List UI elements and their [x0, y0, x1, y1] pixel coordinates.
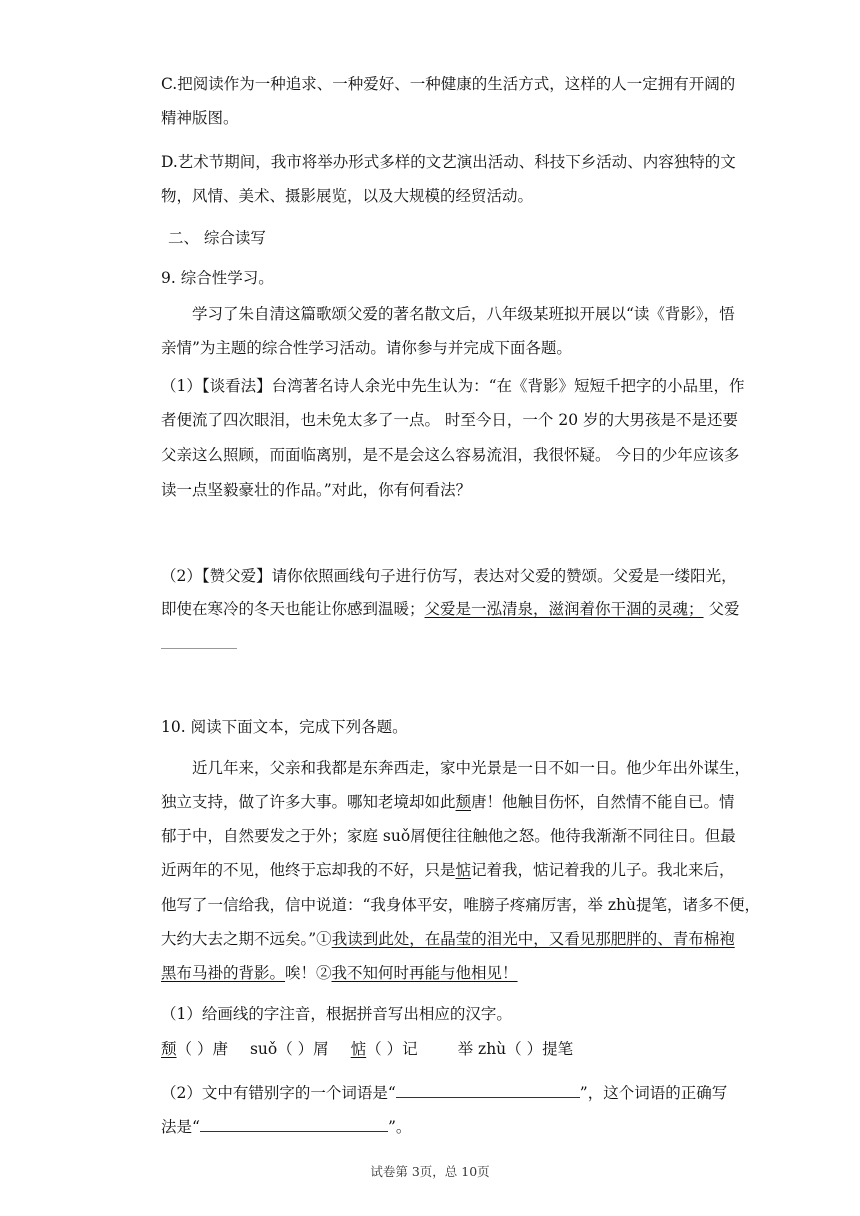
underlined-character: 颓 [455, 793, 472, 811]
question-9-title: 9. 综合性学习。 [161, 269, 274, 287]
fill-item-1[interactable]: （ ）唐 [176, 1040, 228, 1058]
question-9-intro-line2: 亲情”为主题的综合性学习活动。请你参与并完成下面各题。 [161, 339, 572, 357]
text-run: 即使在寒冷的冬天也能让你感到温暖； [161, 600, 425, 618]
question-9-part1-line2: 者便流了四次眼泪，也未免太多了一点。 时至今日，一个 20 岁的大男孩是不是还要 [161, 411, 739, 429]
passage-line2 [161, 792, 735, 812]
passage-line6 [161, 929, 735, 949]
fill-item-2[interactable]: suǒ（ ）屑 [249, 1040, 329, 1058]
question-9-part1-line3: 父亲这么照顾，而面临离别，是不是会这么容易流泪，我很怀疑。 今日的少年应该多 [161, 446, 740, 464]
page-footer: 试卷第 3页，总 10页 [370, 1164, 490, 1179]
underlined-sentence-1: 我读到此处，在晶莹的泪光中，又看见那肥胖的、青布棉袍 [331, 930, 735, 948]
option-c-line1: C.把阅读作为一种追求、一种爱好、一种健康的生活方式，这样的人一定拥有开阔的 [161, 75, 736, 93]
underlined-character: 惦 [455, 861, 472, 879]
text-run: 独立支持，做了许多大事。哪知老境却如此 [161, 793, 456, 811]
option-d-line2: 物，风情、美术、摄影展览，以及大规模的经贸活动。 [161, 187, 534, 205]
text-run: ”。 [387, 1118, 412, 1136]
answer-blank-wrong-word[interactable] [396, 1081, 580, 1098]
passage-line5: 他写了一信给我，信中说道：“我身体平安，唯膀子疼痛厉害，举 zhù提笔，诸多不便， [161, 896, 760, 914]
text-run: 近两年的不见，他终于忘却我的不好，只是 [161, 861, 456, 879]
answer-blank-correct-word[interactable] [200, 1115, 388, 1132]
pinyin-fill-row [161, 1039, 573, 1059]
text-run: （2）文中有错别字的一个词语是“ [161, 1084, 396, 1102]
question-9-part2-line2 [161, 599, 739, 619]
underlined-character: 惦 [350, 1040, 367, 1058]
question-9-part2-line1: （2）【赞父爱】请你依照画线句子进行仿写，表达对父爱的赞颂。父爱是一缕阳光， [161, 567, 737, 585]
question-9-part1-line1: （1）【谈看法】台湾著名诗人余光中先生认为：“在《背影》短短千把字的小品里，作 [161, 377, 745, 395]
passage-line4 [161, 860, 735, 880]
text-run: 大约大去之期不远矣。”① [161, 930, 332, 948]
underlined-character: 颓 [161, 1040, 177, 1058]
option-d-line1: D.艺术节期间，我市将举办形式多样的文艺演出活动、科技下乡活动、内容独特的文 [161, 153, 736, 171]
question-10-part2-line1 [161, 1081, 727, 1103]
passage-line7 [161, 963, 518, 983]
passage-line3: 郁于中，自然要发之于外；家庭 suǒ屑便往往触他之怒。他待我渐渐不同往日。但最 [161, 827, 736, 845]
text-run: 唐！他触目伤怀，自然情不能自已。情 [471, 793, 735, 811]
underlined-sentence-2: 我不知何时再能与他相见！ [331, 964, 518, 982]
passage-line1: 近几年来，父亲和我都是东奔西走，家中光景是一日不如一日。他少年出外谋生， [192, 759, 751, 777]
underlined-model-sentence: 父爱是一泓清泉，滋润着你干涸的灵魂； [424, 600, 704, 618]
text-run: 唉！② [285, 964, 332, 982]
underlined-sentence-1-end: 黑布马褂的背影。 [161, 964, 286, 982]
section-heading: 二、 综合读写 [168, 229, 266, 247]
question-9-intro-line1: 学习了朱自清这篇歌颂父爱的著名散文后，八年级某班拟开展以“读《背影》，悟 [192, 305, 735, 323]
question-10-part1: （1）给画线的字注音，根据拼音写出相应的汉字。 [161, 1005, 512, 1023]
text-run: 法是“ [161, 1118, 200, 1136]
fill-item-3[interactable]: （ ）记 [366, 1040, 418, 1058]
answer-blank-line[interactable] [161, 648, 237, 649]
text-run: ”，这个词语的正确写 [579, 1084, 728, 1102]
question-9-part1-line4: 读一点坚毅豪壮的作品。”对此，你有何看法？ [161, 481, 472, 499]
text-run: 记着我，惦记着我的儿子。我北来后， [471, 861, 735, 879]
fill-item-4[interactable]: 举 zhù（ ）提笔 [457, 1040, 574, 1058]
question-10-part2-line2 [161, 1115, 411, 1137]
question-10-title: 10. 阅读下面文本，完成下列各题。 [161, 718, 408, 736]
text-run: 父爱 [703, 600, 740, 618]
option-c-line2: 精神版图。 [161, 109, 239, 127]
